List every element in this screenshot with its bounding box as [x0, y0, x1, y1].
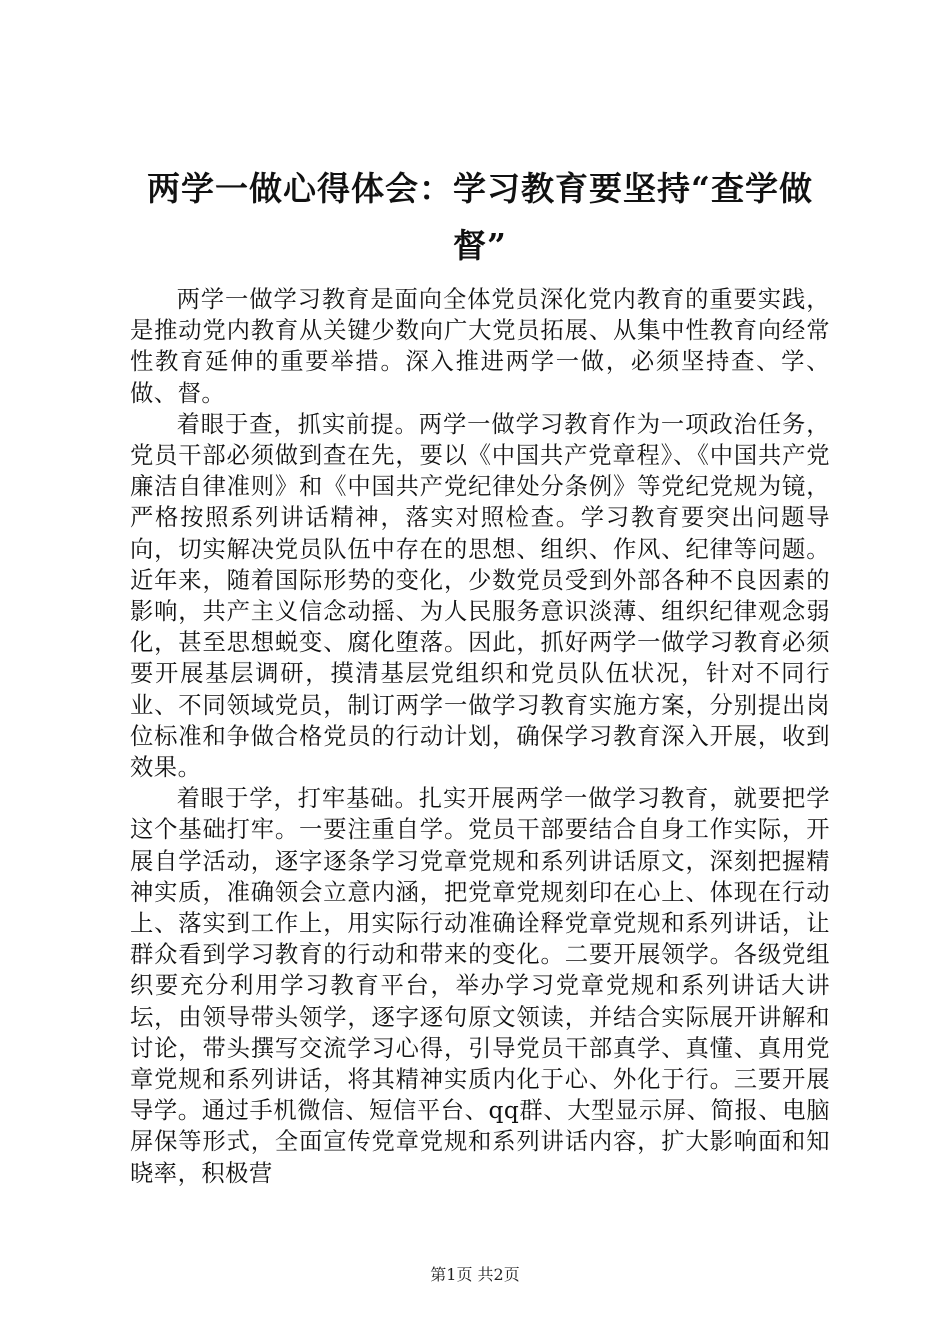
- paragraph-study: 着眼于学，打牢基础。扎实开展两学一做学习教育，就要把学这个基础打牢。一要注重自学。党员干部要结合自身工作实际，开展自学活动，逐字逐条学习党章党规和系列讲话原文，深刻把握精神实质，准确领会立意内涵，把党章党规刻印在心上、体现在行动上、落实到工作上，用实际行动准确诠释党章党规和系列讲话，让群众看到学习教育的行动和带来的变化。二要开展领学。各级党组织要充分利用学习教育平台，举办学习党章党规和系列讲话大讲坛，由领导带头领学，逐字逐句原文领读，并结合实际展开讲解和讨论，带头撰写交流学习心得，引导党员干部真学、真懂、真用党章党规和系列讲话，将其精神实质内化于心、外化于行。三要开展导学。通过手机微信、短信平台、qq群、大型显示屏、简报、电脑屏保等形式，全面宣传党章党规和系列讲话内容，扩大影响面和知晓率，积极营: [130, 785, 830, 1187]
- paragraph-intro: 两学一做学习教育是面向全体党员深化党内教育的重要实践，是推动党内教育从关键少数向广大党员拓展、从集中性教育向经常性教育延伸的重要举措。深入推进两学一做，必须坚持查、学、做、督。: [130, 286, 830, 407]
- document-title: 两学一做心得体会：学习教育要坚持“查学做督”: [147, 169, 813, 265]
- paragraph-check: 着眼于查，抓实前提。两学一做学习教育作为一项政治任务，党员干部必须做到查在先，要以《中国共产党章程》、《中国共产党廉洁自律准则》和《中国共产党纪律处分条例》等党纪党规为镜，严格按照系列讲话精神，落实对照检查。学习教育要突出问题导向，切实解决党员队伍中存在的思想、组织、作风、纪律等问题。近年来，随着国际形势的变化，少数党员受到外部各种不良因素的影响，共产主义信念动摇、为人民服务意识淡薄、组织纪律观念弱化，甚至思想蜕变、腐化堕落。因此，抓好两学一做学习教育必须要开展基层调研，摸清基层党组织和党员队伍状况，针对不同行业、不同领域党员，制订两学一做学习教育实施方案，分别提出岗位标准和争做合格党员的行动计划，确保学习教育深入开展，收到效果。: [130, 410, 830, 782]
- document-body: [130, 160, 830, 1189]
- page-number-footer: 第1页 共2页: [430, 1265, 520, 1284]
